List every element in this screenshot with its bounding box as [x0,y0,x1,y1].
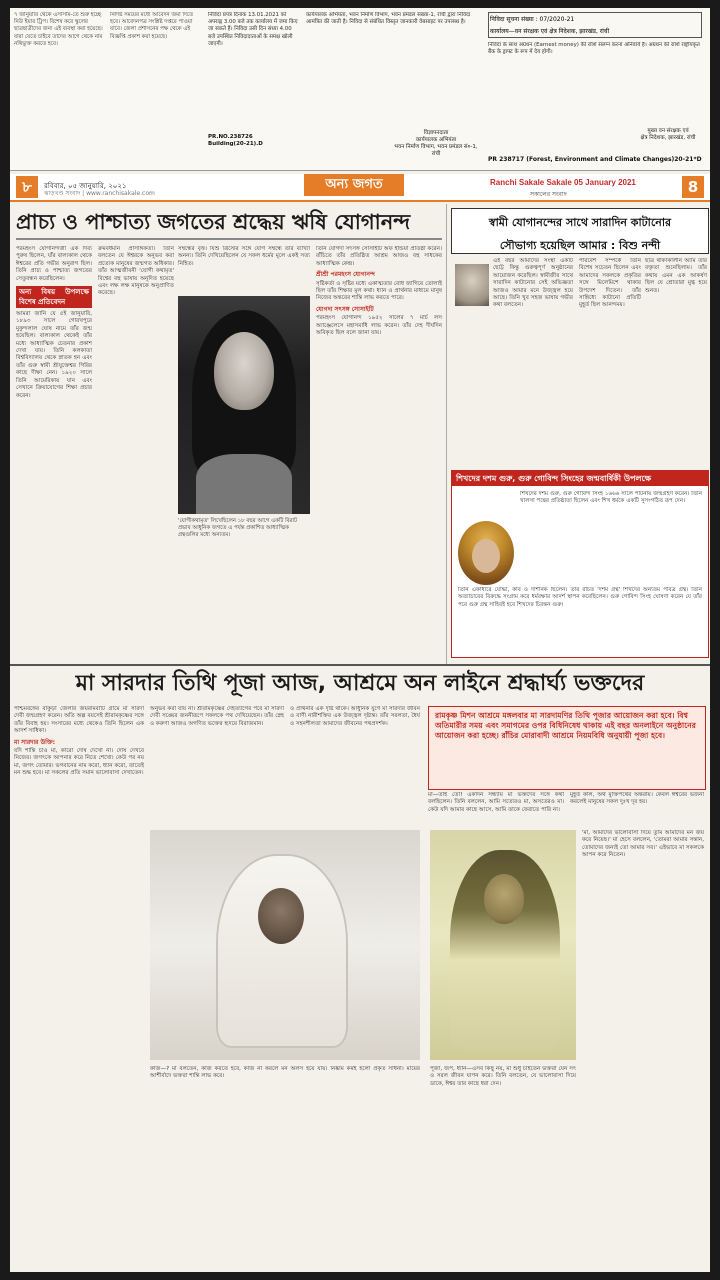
sarada-column-1: পশ্চিমবঙ্গের বাঁকুড়া জেলার জয়রামবাটি গ্রামে মা সারদা দেবী জন্মগ্রহণ করেন। অতি অল্প বয়সেই শ্রীরামকৃষ্ণের সঙ্গে তাঁর বিবাহ হয়। সংসারের মধ্যে থেকেও তিনি ছিলেন এক আদর্শ সাধিকা। মা সারদার উক্তি: যদি শান্তি চাও মা, কারো দোষ দেখো না। দোষ দেখবে নিজের। জগৎকে আপনার করে নিতে শেখো। কেউ পর নয় মা, জগৎ তোমার। ভগবানের নাম করো, ধ্যান করো, তাতেই মন শুদ্ধ হবে। মা সকলের প্রতি সমান ভালোবাসা দেখাতেন। [14,706,144,777]
page-number-left: ৮ [16,176,38,198]
memoir-headline-box [451,208,709,254]
photo-face [214,332,274,410]
photo-caption: 'যোগীকথামৃত' লিখেছিলেন ১৮ বছর আগে একটি বিরাট প্রভাব আধুনিক জগতে এ পর্যন্ত প্রকাশিত আধ্যাত্মিক গ্রন্থগুলির মধ্যে অন্যতম। [178,518,298,538]
tender-notice-office: कार्यालय—वन संरक्षक एवं क्षेत्र निदेशक, झारखंड, रांची [490,28,610,35]
sarada-devi-photo-2 [430,830,576,1060]
previous-page-strip [10,8,710,171]
article-column-1: পরমহংস যোগানন্দজী এক দিব্য পুরুষ ছিলেন, যাঁর বাল্যকাল থেকে ঈশ্বরের প্রতি গভীর অনুরাগ ছিল। তিনি প্রাচ্য ও পাশ্চাত্য জগতের সেতুবন্ধন করেছিলেন। অন্য বিষয় উপলক্ষে বিশেষ প্রতিবেদন আমরা জানি যে ৫ই জানুয়ারি, ১৮৯৩ সালে গোরখপুরে মুকুন্দলাল ঘোষ নামে তাঁর জন্ম হয়েছিল। বাল্যকাল থেকেই তাঁর মধ্যে আধ্যাত্মিক চেতনার প্রকাশ দেখা যায়। তিনি কলকাতা বিশ্ববিদ্যালয় থেকে স্নাতক হন এবং তাঁর গুরু স্বামী শ্রীযুক্তেশ্বর গিরির কাছে দীক্ষা নেন। ১৯২০ সালে তিনি আমেরিকায় যান এবং সেখানে ক্রিয়াযোগের শিক্ষা প্রচার করেন। [16,246,92,399]
header-date-right: Ranchi Sakale Sakale 05 January 2021 [490,178,636,187]
prev-signature-left: विज्ञापनदाता कार्यपालक अभियंता भवन निर्माण विभाग, भवन प्रमंडल सं०-1, रांची [394,130,478,157]
guru-box-headline: শিখদের দশম গুরু, গুরু গোবিন্দ সিংহের জন্মবার্ষিকী উপলক্ষে [452,471,708,486]
article-memoir [446,204,710,664]
photo-face [484,874,524,924]
header-date-left: রবিবার, ০৫ জানুয়ারি, ২০২১ [44,182,127,190]
prev-signature-right: मुख्य वन संरक्षक एवं क्षेत्र निदेशक, झारखंड, रांची [640,128,696,141]
memoir-column-3: ছাত্র থাকাকালীন আমি তাঁর বক্তৃতা শুনেছিলাম। তাঁর কথায় এমন এক আকর্ষণ ছিল যে শ্রোতারা মুগ্ধ হয়ে শুনত। [645,258,707,294]
article-column-4: তিনি যোগদা সৎসঙ্গ সোসাইটি অফ ইন্ডিয়া প্রতিষ্ঠা করেন। রাঁচিতে তাঁর প্রতিষ্ঠিত আশ্রম আজও বহু সাধকের আধ্যাত্মিক কেন্দ্র। শ্রীশ্রী পরমহংস যোগানন্দ সৃষ্টিকর্তা ও সৃষ্টির মধ্যে একাত্মতার বোধ জাগিয়ে তোলাই ছিল তাঁর শিক্ষার মূল কথা। ধ্যান ও প্রার্থনার মাধ্যমে মানুষ নিজের অন্তরের শান্তি লাভ করতে পারে। যোগদা সৎসঙ্গ সোসাইটি পরমহংস যোগানন্দ ১৯৫২ সালের ৭ মার্চ লস অ্যাঞ্জেলেসে মহাসমাধি লাভ করেন। তাঁর দেহ দীর্ঘদিন অবিকৃত ছিল বলে জানা যায়। [316,246,442,337]
header-site: ঝাড়খণ্ড সংবাদ | www.ranchisakale.com [44,190,155,197]
tender-notice-number: निविदा सूचना संख्या : 07/2020-21 [490,16,575,23]
sarada-column-5: মুহূর্ত কাল, অর্থ মুক্তিপথের অন্তরায়। কেবল ঈশ্বরের ভজনা করলেই মানুষের সকল দুঃখ দূর হয়। [570,792,704,806]
sarada-column-4: মা—তাই তো! একদিন সন্ধ্যায় মা ভক্তদের সঙ্গে কথা বলছিলেন। তিনি বললেন, আমি সত্যেরও মা, অসতেরও মা। কেউ যদি আমার কাছে আসে, আমি তাকে ফেরাতে পারি না। [428,792,564,813]
page-header [10,174,710,202]
sarada-column-3: ও প্রার্থনার এক দৃষ্টি থাকে। আধুনিক যুগে মা সারদার জীবন ও বাণী নারীশক্তির এক উজ্জ্বল দৃষ্টান্ত। তাঁর সরলতা, ধৈর্য ও সহনশীলতা আমাদের জীবনের পথপ্রদর্শক। [290,706,420,727]
author-thumbnail [455,264,489,306]
guru-box-text-1: শিখদের দশম গুরু, গুরু গোবিন্দ সিংহ ১৬৬৬ সালে পাটনায় জন্মগ্রহণ করেন। তিনি খালসা পন্থের প্রতিষ্ঠাতা ছিলেন এবং শিখ ধর্মকে একটি সুসংগঠিত রূপ দেন। [520,491,702,505]
page-number-right: 8 [682,176,704,198]
guru-gobind-box [451,470,709,658]
newspaper-page [10,8,710,1272]
tender-notice-header [488,12,702,38]
article-sarada [10,664,710,1272]
article-column-3: সম্বন্ধের বৃত্ত। যিশু খ্রিস্টের সঙ্গে যোগ সম্বন্ধে তাঁর ব্যাখ্যা অনন্য। তিনি দেখিয়েছিলেন যে সকল ধর্মের মূলে একই সত্য নিহিত। [178,246,310,267]
sarada-column-6: 'মা, আমাদের ভালোবাসা দিয়ে তুমি আমাদের মন জয় করে নিয়েছ।' মা হেসে বললেন, 'তোমরা আমার সন্তান, তোমাদের জন্যই তো আমার সব।' এইভাবে মা সকলকে আপন করে নিতেন। [582,830,704,859]
article-yogananda [10,204,446,664]
article-column-2: ক্রমবর্ধমান প্রাসঙ্গিকতা। তিনি বলতেন যে ঈশ্বরকে অনুভব করা প্রত্যেক মানুষের জন্মগত অধিকার। তাঁর আত্মজীবনী 'যোগী কথামৃত' বিশ্বের বহু ভাষায় অনূদিত হয়েছে এবং লক্ষ লক্ষ মানুষকে অনুপ্রাণিত করেছে। [98,246,174,297]
prev-column-1: ৭ জানুয়ারি থেকে এসসিমি-তে শুরু হচ্ছে নিউ ইয়ার ট্রিপ। বিশেষ করে স্কুলের ছাত্রছাত্রীদের জন্য এই ব্যবস্থা করা হয়েছে। যারা যেতে চাইবে তাদের আগে থেকে নাম নথিভুক্ত করতে হবে। [14,12,103,47]
memoir-column-2: পরিবেশ সম্পর্কে তিনি বিশেষ সচেতন ছিলেন এবং আমাদের সকলকে প্রকৃতির সঙ্গে মিলেমিশে থাকার উপদেশ দিতেন। তাঁর সান্নিধ্যে কাটানো প্রতিটি মুহূর্ত ছিল আনন্দময়। [579,258,641,309]
section-title: অন্য জগত [304,174,404,196]
sarada-highlight-text: রামকৃষ্ণ মিশন আশ্রমে মঙ্গলবার মা সারদামণির তিথি পূজার আয়োজন করা হবে। বিশ্ব অতিমারীর সময় এবং সমাগমের ওপর বিধিনিষেধ থাকায় এই বছর অনলাইনে অনুষ্ঠানের আয়োজন করা হচ্ছে। রাঁচির মোরাবাদী আশ্রমে নিয়মবিধি অনুযায়ী পূজা হবে। [435,711,696,740]
article-headline: প্রাচ্য ও পাশ্চাত্য জগতের শ্রদ্ধেয় ঋষি যোগানন্দ [16,210,411,234]
prev-column-2: নির্দিষ্ট সময়ের মধ্যে আবেদন জমা দিতে হবে। আবেদনপত্র সংশ্লিষ্ট দপ্তরে পাওয়া যাবে। জেলা প্রশাসনের পক্ষ থেকে এই বিজ্ঞপ্তি প্রকাশ করা হয়েছে। [110,12,194,40]
sarada-subhead: মা সারদার উক্তি: [14,738,56,746]
article-subhead: অন্য বিষয় উপলক্ষে বিশেষ প্রতিবেদন [16,286,92,308]
memoir-headline-line1: স্বামী যোগানন্দের সাথে সারাদিন কাটানোর [488,216,672,229]
prev-column-4: कार्यपालक अभियंता, भवन निर्माण विभाग, भवन प्रमंडल संख्या-1, रांची द्वारा निविदा आमंत्रित की जाती है। निविदा से संबंधित विस्तृत जानकारी वेबसाइट पर उपलब्ध है। [306,12,471,26]
sarada-column-8: পূজা, জপ, ধ্যান—এসব কিছু নয়, মা শুধু চাইতেন ভক্তরা যেন সৎ ও সরল জীবন যাপন করে। তিনি বলতেন, যে ভালোবাসা দিয়ে ডাকে, ঈশ্বর তার কাছে ধরা দেন। [430,1066,576,1087]
guru-box-text-2: তিনি একাধারে যোদ্ধা, কবি ও দার্শনিক ছিলেন। তাঁর রচিত 'দশম গ্রন্থ' শিখদের অন্যতম পবিত্র গ্রন্থ। তিনি অত্যাচারের বিরুদ্ধে সংগ্রাম করে ধর্মরক্ষার আদর্শ স্থাপন করেছিলেন। গুরু গোবিন্দ সিংহ ঘোষণা করেন যে তাঁর পরে গুরু গ্রন্থ সাহিবই হবে শিখদের চিরন্তন গুরু। [458,587,702,608]
headline-rule [16,238,442,240]
prev-column-3: निविदा प्रपत्र दिनांक 13.01.2021 को अपराह्न 3.00 बजे तक कार्यालय में जमा किए जा सकते हैं। निविदा उसी दिन संध्या 4.00 बजे उपस्थित निविदादाताओं के समक्ष खोली जाएगी। [208,12,298,47]
photo-veil [218,856,346,1046]
yogananda-photo [178,296,310,514]
memoir-column-1: এই বছর আমাদের সংস্থা একটি ছোট্ট কিন্তু গুরুত্বপূর্ণ অনুষ্ঠানের আয়োজন করেছিল। স্বামীজীর সাথে সারাদিন কাটানোর সেই অভিজ্ঞতা আজও আমার মনে উজ্জ্বল হয়ে আছে। তিনি খুব সহজ ভাষায় গভীর কথা বলতেন। [493,258,573,309]
sarada-column-7: কাজ—? মা বলতেন, কাজ করতে হবে, কাজ না করলে মন অলস হয়ে যায়। নিষ্কাম কর্মই হলো প্রকৃত সাধনা। মায়ের আশীর্বাদে ভক্তরা শান্তি লাভ করে। [150,1066,420,1080]
sarada-devi-photo [150,830,420,1060]
prev-column-5: निविदा के साथ अग्रधन (Earnest money) की राशि संलग्न करना अनिवार्य है। अग्रधन की राशि राष्ट्रीयकृत बैंक के ड्राफ्ट के रूप में देय होगी। [488,42,700,56]
prev-credit-left: PR.NO.238726 Building(20-21).D [208,134,263,147]
sarada-column-2: অনুভব করা যায় না। শ্রীরামকৃষ্ণের দেহত্যাগের পরে মা সারদা দেবী সঙ্ঘের জননীরূপে সকলকে পথ দেখিয়েছেন। তাঁর স্নেহ ও করুণা আজও অগণিত ভক্তের হৃদয়ে বিরাজমান। [150,706,284,727]
photo-robe [196,454,292,514]
photo-face [258,888,304,944]
guru-gobind-portrait [458,521,514,585]
prev-credit-right: PR 238717 (Forest, Environment and Climate Changes)20-21*D [488,156,702,163]
column-subhead-1: শ্রীশ্রী পরমহংস যোগানন্দ [316,271,375,279]
sarada-headline: মা সারদার তিথি পূজা আজ, আশ্রমে অন লাইনে শ্রদ্ধার্ঘ্য ভক্তদের [75,671,645,696]
column-subhead-2: যোগদা সৎসঙ্গ সোসাইটি [316,305,374,313]
sarada-highlight-box [428,706,706,790]
memoir-headline-line2: সৌভাগ্য হয়েছিল আমার : বিশু নন্দী [499,239,661,252]
header-subtitle-right: সকালের সংবাদ [530,191,567,198]
